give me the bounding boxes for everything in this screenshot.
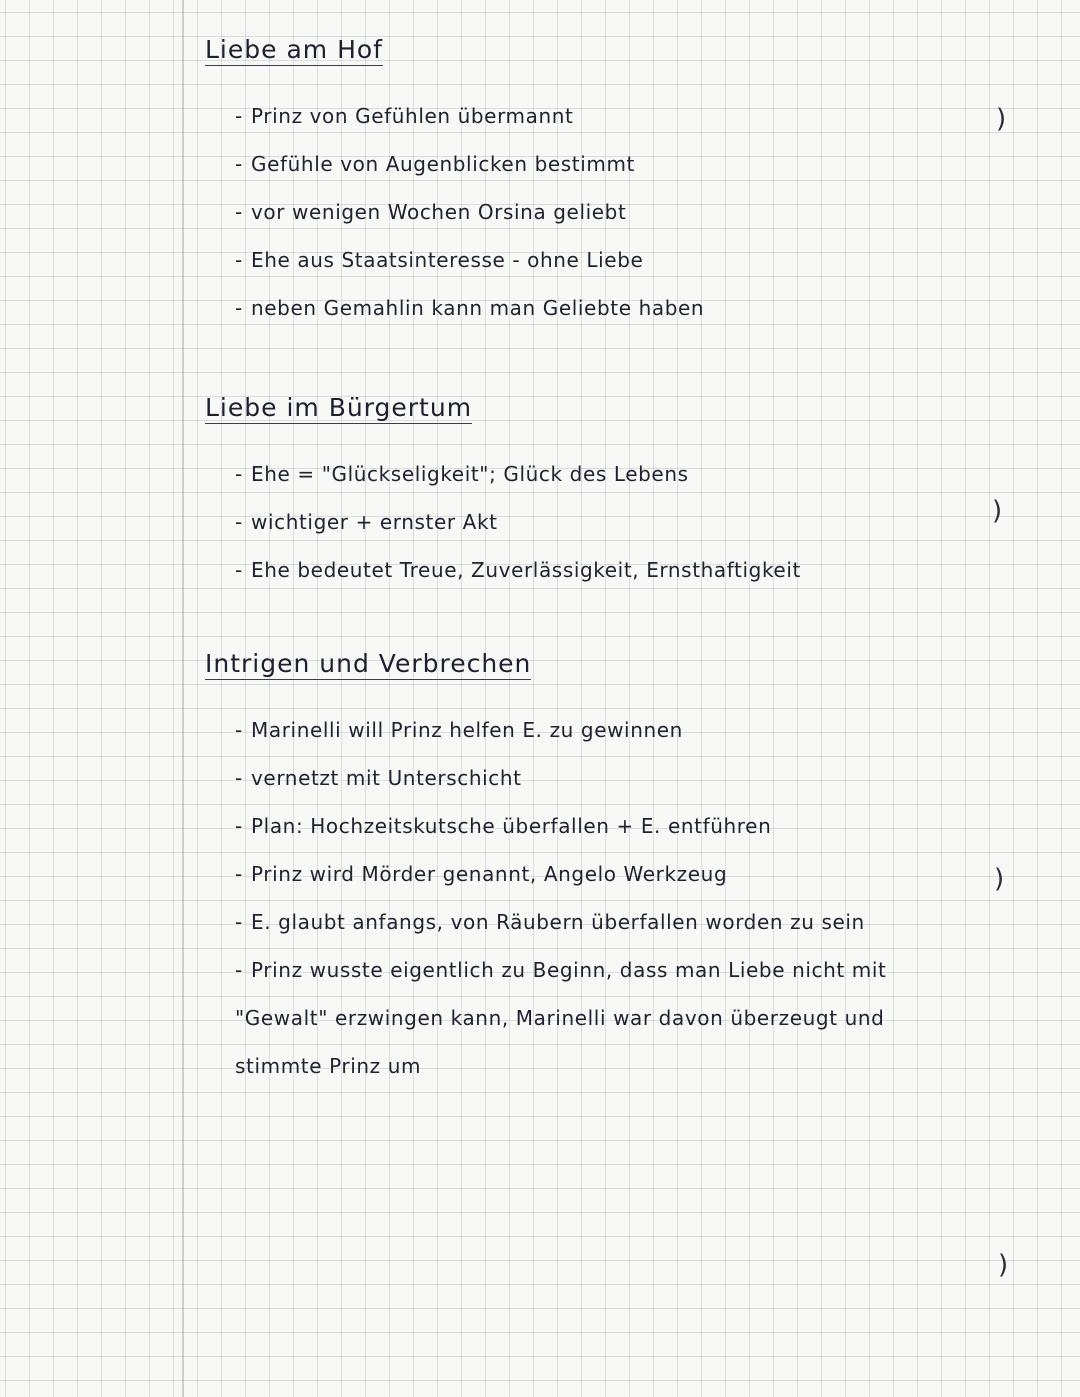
section-intrigen-und-verbrechen	[205, 640, 965, 1090]
list-item: - wichtiger + ernster Akt	[235, 510, 498, 534]
list-item: - Ehe = "Glückseligkeit"; Glück des Lebens	[235, 462, 689, 486]
list-item: - neben Gemahlin kann man Geliebte haben	[235, 296, 705, 320]
list-item: - Prinz von Gefühlen übermannt	[235, 104, 574, 128]
list-item: - Gefühle von Augenblicken bestimmt	[235, 152, 635, 176]
list-item: - Marinelli will Prinz helfen E. zu gewinnen	[235, 718, 683, 742]
bullet-list	[235, 706, 965, 1090]
list-item: - Plan: Hochzeitskutsche überfallen + E. entführen	[235, 814, 772, 838]
section-liebe-im-buergertum	[205, 384, 965, 594]
margin-mark: )	[994, 864, 1005, 894]
bullet-list	[235, 92, 965, 332]
section-heading: Liebe im Bürgertum	[205, 393, 473, 422]
section-liebe-am-hof	[205, 26, 965, 332]
list-item: - Ehe bedeutet Treue, Zuverlässigkeit, Ernsthaftigkeit	[235, 558, 801, 582]
margin-mark: )	[998, 1250, 1009, 1280]
list-item: - E. glaubt anfangs, von Räubern überfallen worden zu sein	[235, 910, 865, 934]
list-item: - Ehe aus Staatsinteresse - ohne Liebe	[235, 248, 644, 272]
section-heading: Liebe am Hof	[205, 35, 383, 64]
list-item: - vor wenigen Wochen Orsina geliebt	[235, 200, 627, 224]
bullet-list	[235, 450, 965, 594]
margin-mark: )	[992, 496, 1003, 526]
list-item: - Prinz wird Mörder genannt, Angelo Werkzeug	[235, 862, 728, 886]
list-item: - Prinz wusste eigentlich zu Beginn, dass man Liebe nicht mit "Gewalt" erzwingen kann, Marinelli war davon überzeugt und stimmte Prinz um	[235, 958, 887, 1078]
section-heading: Intrigen und Verbrechen	[205, 649, 532, 678]
list-item: - vernetzt mit Unterschicht	[235, 766, 522, 790]
margin-mark: )	[996, 104, 1007, 134]
